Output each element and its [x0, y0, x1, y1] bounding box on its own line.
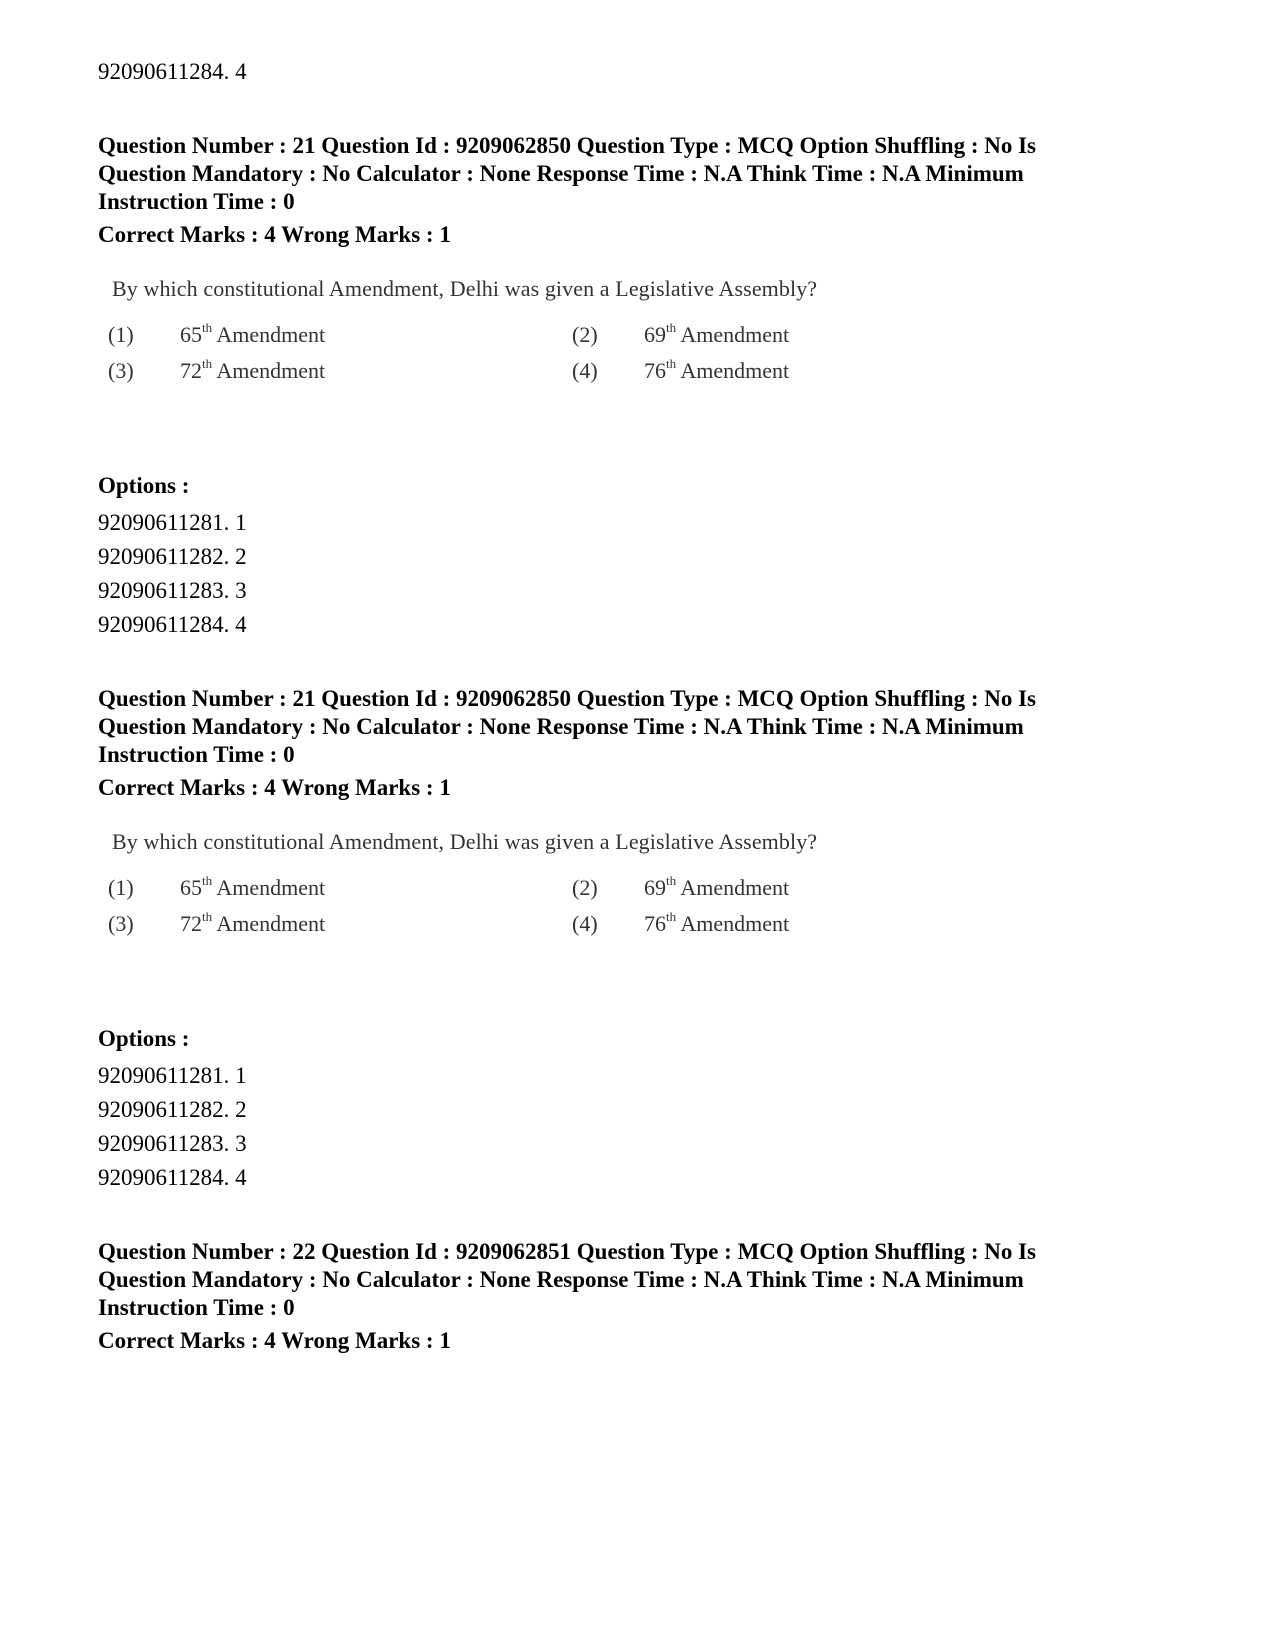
option-item: 92090611282. 2	[98, 1097, 247, 1122]
question-meta-22	[98, 1238, 1158, 1355]
choice-rest: Amendment	[212, 322, 326, 347]
choice-number: (1)	[108, 322, 134, 347]
meta-line-1: Question Number : 21 Question Id : 9209062850 Question Type : MCQ Option Shuffling : No Is	[98, 686, 1037, 711]
question-text: By which constitutional Amendment, Delhi was given a Legislative Assembly?	[112, 829, 818, 854]
choice-sup: th	[666, 909, 677, 924]
choice-base: 72	[180, 911, 202, 936]
choice-number: (2)	[572, 875, 598, 900]
marks-line: Correct Marks : 4 Wrong Marks : 1	[98, 222, 451, 247]
question-text: By which constitutional Amendment, Delhi was given a Legislative Assembly?	[112, 276, 818, 301]
choice-sup: th	[666, 356, 677, 371]
options-label: Options :	[98, 473, 190, 498]
option-item: 92090611282. 2	[98, 544, 247, 569]
options-list-21-repeat	[98, 1025, 247, 1195]
meta-line-3: Instruction Time : 0	[98, 189, 295, 214]
question-image-21-repeat	[108, 829, 1008, 949]
choice-base: 69	[644, 875, 666, 900]
choice-sup: th	[202, 909, 213, 924]
meta-line-2: Question Mandatory : No Calculator : None Response Time : N.A Think Time : N.A Minimum	[98, 1267, 1024, 1292]
choice-number: (4)	[572, 911, 598, 936]
choice-rest: Amendment	[676, 358, 790, 383]
meta-line-1: Question Number : 22 Question Id : 9209062851 Question Type : MCQ Option Shuffling : No Is	[98, 1239, 1037, 1264]
choice-sup: th	[202, 873, 213, 888]
question-image-21	[108, 276, 1008, 396]
choice-number: (2)	[572, 322, 598, 347]
choice-number: (1)	[108, 875, 134, 900]
choice-number: (3)	[108, 358, 134, 383]
option-item: 92090611281. 1	[98, 1063, 247, 1088]
choice-sup: th	[666, 320, 677, 335]
choice-number: (3)	[108, 911, 134, 936]
question-meta-21-repeat	[98, 685, 1158, 802]
carryover-option: 92090611284. 4	[98, 59, 247, 84]
choice-rest: Amendment	[212, 911, 326, 936]
options-list-21	[98, 472, 247, 642]
choice-base: 76	[644, 358, 666, 383]
choice-rest: Amendment	[212, 875, 326, 900]
choice-sup: th	[202, 320, 213, 335]
option-item: 92090611284. 4	[98, 1165, 247, 1190]
option-item: 92090611284. 4	[98, 612, 247, 637]
choice-sup: th	[202, 356, 213, 371]
option-item: 92090611281. 1	[98, 510, 247, 535]
marks-line: Correct Marks : 4 Wrong Marks : 1	[98, 775, 451, 800]
choice-rest: Amendment	[676, 875, 790, 900]
options-label: Options :	[98, 1026, 190, 1051]
choice-base: 69	[644, 322, 666, 347]
choice-rest: Amendment	[676, 911, 790, 936]
choice-rest: Amendment	[676, 322, 790, 347]
choice-base: 65	[180, 322, 202, 347]
option-item: 92090611283. 3	[98, 1131, 247, 1156]
choice-sup: th	[666, 873, 677, 888]
meta-line-2: Question Mandatory : No Calculator : None Response Time : N.A Think Time : N.A Minimum	[98, 161, 1024, 186]
meta-line-1: Question Number : 21 Question Id : 9209062850 Question Type : MCQ Option Shuffling : No Is	[98, 133, 1037, 158]
choice-base: 72	[180, 358, 202, 383]
choice-number: (4)	[572, 358, 598, 383]
marks-line: Correct Marks : 4 Wrong Marks : 1	[98, 1328, 451, 1353]
choice-base: 65	[180, 875, 202, 900]
option-item: 92090611283. 3	[98, 578, 247, 603]
meta-line-2: Question Mandatory : No Calculator : None Response Time : N.A Think Time : N.A Minimum	[98, 714, 1024, 739]
question-meta-21	[98, 132, 1158, 249]
meta-line-3: Instruction Time : 0	[98, 742, 295, 767]
choice-base: 76	[644, 911, 666, 936]
choice-rest: Amendment	[212, 358, 326, 383]
meta-line-3: Instruction Time : 0	[98, 1295, 295, 1320]
